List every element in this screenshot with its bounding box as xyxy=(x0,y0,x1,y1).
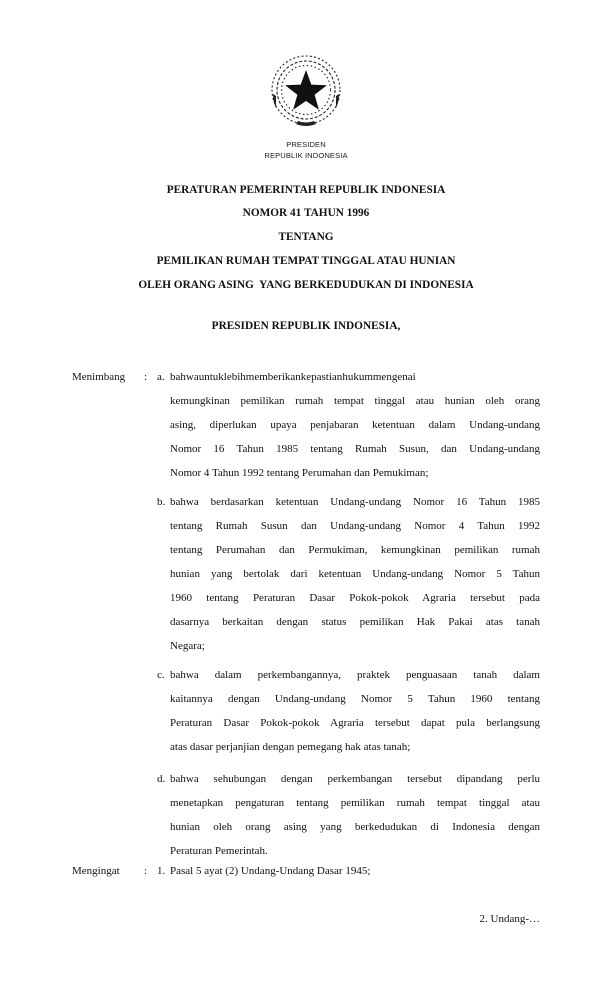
paragraph-line: menetapkan pengaturan tentang pemilikan rumah tempat tinggal atau xyxy=(170,797,540,809)
paragraph-line: hunian yang bertolak dari ketentuan Undang-undang Nomor 5 Tahun xyxy=(170,568,540,580)
menimbang-colon: : xyxy=(144,371,148,383)
mengingat-item-1: Pasal 5 ayat (2) Undang-Undang Dasar 1945; xyxy=(170,865,371,877)
menimbang-item-b xyxy=(170,496,540,664)
paragraph-line: Nomor 16 Tahun 1985 tentang Rumah Susun, dan Undang-undang xyxy=(170,443,540,455)
menimbang-item-a xyxy=(170,371,540,491)
menimbang-item-d xyxy=(170,773,540,869)
paragraph-line: dasarnya berkaitan dengan status pemilikan Hak Pakai atas tanah xyxy=(170,616,540,628)
menimbang-marker-c: c. xyxy=(157,669,165,681)
mengingat-colon: : xyxy=(144,865,148,877)
document-subject-line1: PEMILIKAN RUMAH TEMPAT TINGGAL ATAU HUNIAN xyxy=(156,255,456,267)
paragraph-line: kemungkinan pemilikan rumah tempat tinggal atau hunian oleh orang xyxy=(170,395,540,407)
menimbang-marker-a: a. xyxy=(157,371,165,383)
paragraph-line: atas dasar perjanjian dengan pemegang hak atas tanah; xyxy=(170,741,411,753)
document-title-tentang: TENTANG xyxy=(278,231,334,243)
document-number: NOMOR 41 TAHUN 1996 xyxy=(242,207,370,219)
menimbang-item-c xyxy=(170,669,540,765)
presidential-emblem-icon xyxy=(266,50,346,134)
menimbang-label: Menimbang xyxy=(72,371,126,383)
paragraph-line: Peraturan Pemerintah. xyxy=(170,845,268,857)
document-subject-line2: OLEH ORANG ASING YANG BERKEDUDUKAN DI INDONESIA xyxy=(138,279,474,291)
menimbang-marker-d: d. xyxy=(157,773,166,785)
paragraph-line: bahwa berdasarkan ketentuan Undang-undang Nomor 16 Tahun 1985 xyxy=(170,496,540,508)
paragraph-line: kaitannya dengan Undang-undang Nomor 5 Tahun 1960 tentang xyxy=(170,693,540,705)
paragraph-line: tentang Perumahan dan Permukiman, kemungkinan pemilikan rumah xyxy=(170,544,540,556)
paragraph-line: tentang Rumah Susun dan Undang-undang Nomor 4 Tahun 1992 xyxy=(170,520,540,532)
page-continuation: 2. Undang-… xyxy=(479,913,540,925)
emblem-caption-presiden: PRESIDEN xyxy=(286,140,326,149)
paragraph-line: bahwa sehubungan dengan perkembangan tersebut dipandang perlu xyxy=(170,773,540,785)
paragraph-line: bahwa dalam perkembangannya, praktek penguasaan tanah dalam xyxy=(170,669,540,681)
mengingat-label: Mengingat xyxy=(72,865,120,877)
emblem-caption-republik: REPUBLIK INDONESIA xyxy=(264,151,348,160)
menimbang-marker-b: b. xyxy=(157,496,166,508)
paragraph-line: Nomor 4 Tahun 1992 tentang Perumahan dan Pemukiman; xyxy=(170,467,429,479)
paragraph-line: Negara; xyxy=(170,640,205,652)
paragraph-line: 1960 tentang Peraturan Dasar Pokok-pokok Agraria tersebut pada xyxy=(170,592,540,604)
paragraph-line: bahwauntuklebihmemberikankepastianhukummengenai xyxy=(170,371,416,383)
paragraph-line: Peraturan Dasar Pokok-pokok Agraria tersebut dapat pula berlangsung xyxy=(170,717,540,729)
paragraph-line: asing, diperlukan upaya penjabaran ketentuan dalam Undang-undang xyxy=(170,419,540,431)
paragraph-line: hunian oleh orang asing yang berkedudukan di Indonesia dengan xyxy=(170,821,540,833)
mengingat-marker-1: 1. xyxy=(157,865,166,877)
document-title-line1: PERATURAN PEMERINTAH REPUBLIK INDONESIA xyxy=(166,184,446,196)
president-heading: PRESIDEN REPUBLIK INDONESIA, xyxy=(211,320,401,332)
